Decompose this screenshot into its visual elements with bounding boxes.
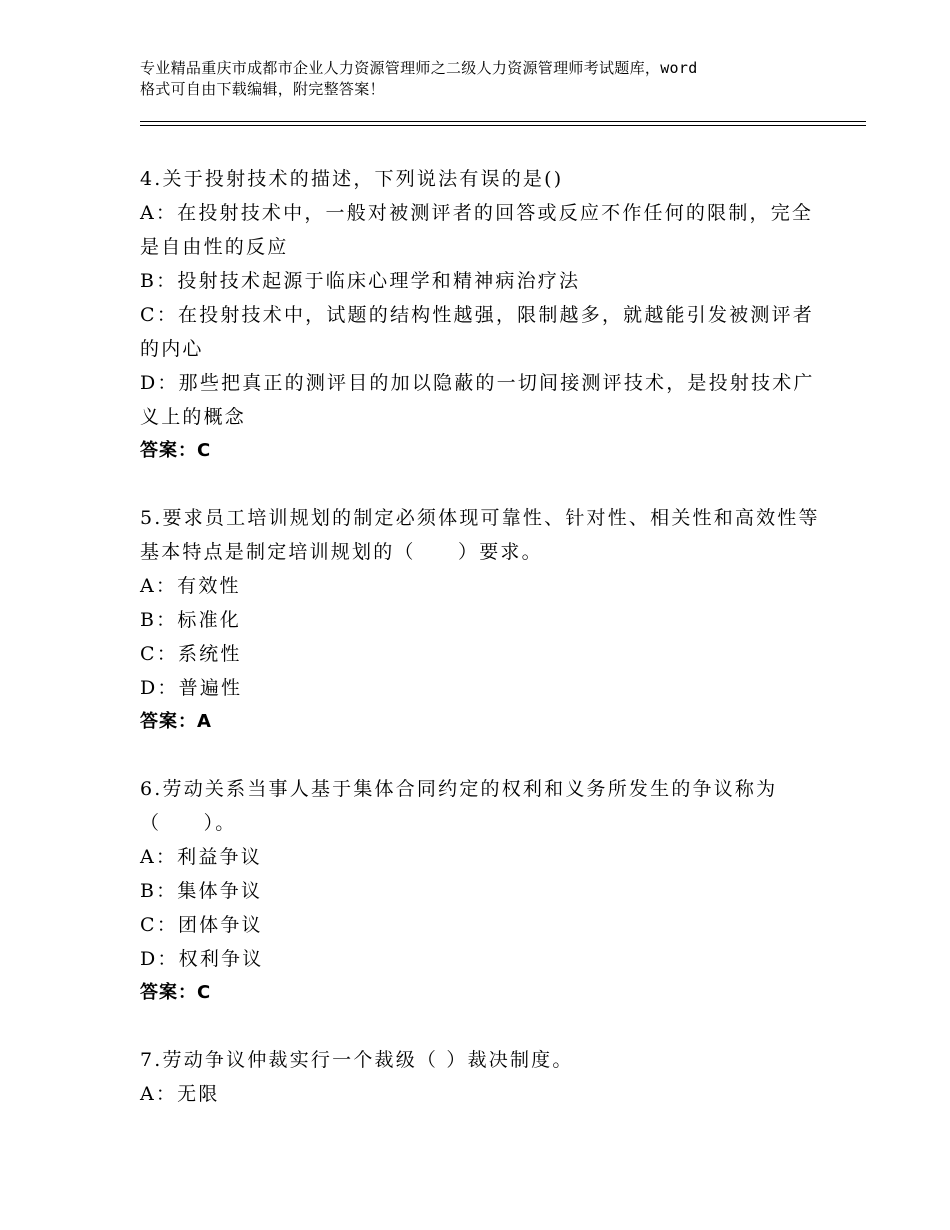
option-c: C：在投射技术中，试题的结构性越强，限制越多，就越能引发被测评者的内心 [140, 304, 814, 360]
question-4 [140, 162, 830, 468]
option-c: C：团体争议 [140, 914, 263, 936]
header-double-rule [140, 121, 866, 126]
option-d: D：普遍性 [140, 677, 243, 699]
option-a: A：有效性 [140, 575, 241, 597]
question-stem: 4.关于投射技术的描述，下列说法有误的是() [140, 168, 564, 190]
option-a: A：利益争议 [140, 846, 262, 868]
question-stem: 6.劳动关系当事人基于集体合同约定的权利和义务所发生的争议称为（ ）。 [140, 778, 778, 834]
answer-label: 答案：A [140, 711, 212, 732]
question-stem: 5.要求员工培训规划的制定必须体现可靠性、针对性、相关性和高效性等基本特点是制定培训规划的（ ）要求。 [140, 507, 820, 563]
document-header [140, 58, 830, 100]
option-a: A：在投射技术中，一般对被测评者的回答或反应不作任何的限制，完全是自由性的反应 [140, 202, 814, 258]
question-stem: 7.劳动争议仲裁实行一个裁级（ ）裁决制度。 [140, 1049, 574, 1071]
option-d: D：那些把真正的测评目的加以隐蔽的一切间接测评技术，是投射技术广义上的概念 [140, 372, 815, 428]
question-6 [140, 772, 830, 1010]
option-c: C：系统性 [140, 643, 242, 665]
answer-label: 答案：C [140, 440, 212, 461]
header-title-line-1: 专业精品重庆市成都市企业人力资源管理师之二级人力资源管理师考试题库，word [140, 59, 698, 77]
question-7 [140, 1043, 830, 1111]
question-5 [140, 501, 830, 739]
header-title-line-2: 格式可自由下载编辑，附完整答案！ [140, 80, 385, 98]
question-list [140, 162, 830, 1144]
option-d: D：权利争议 [140, 948, 264, 970]
option-b: B：标准化 [140, 609, 241, 631]
answer-label: 答案：C [140, 982, 212, 1003]
option-b: B：集体争议 [140, 880, 263, 902]
option-a: A：无限 [140, 1083, 220, 1105]
option-b: B：投射技术起源于临床心理学和精神病治疗法 [140, 270, 581, 292]
